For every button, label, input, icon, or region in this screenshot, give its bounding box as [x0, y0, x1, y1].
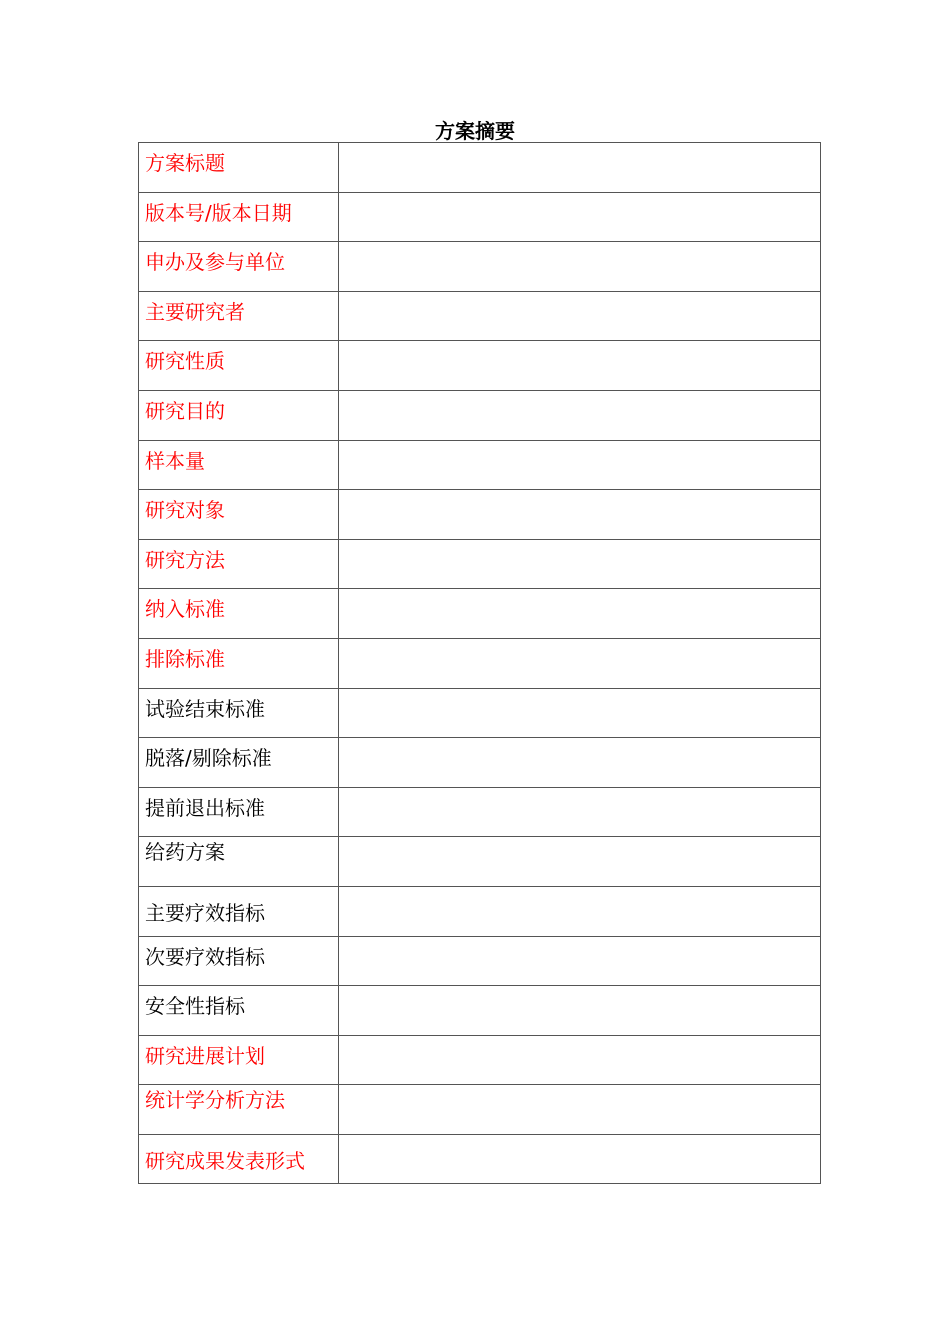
table-row: [139, 1085, 821, 1135]
row-value-publication-form[interactable]: [339, 1134, 821, 1184]
row-label-primary-efficacy: 主要疗效指标: [139, 886, 339, 936]
row-label-safety-indicators: 安全性指标: [139, 986, 339, 1036]
row-value-study-objective[interactable]: [339, 390, 821, 440]
row-value-sponsor[interactable]: [339, 242, 821, 292]
row-value-protocol-title[interactable]: [339, 143, 821, 193]
row-label-sponsor: 申办及参与单位: [139, 242, 339, 292]
table-row: [139, 1134, 821, 1184]
row-value-sample-size[interactable]: [339, 440, 821, 490]
table-row: [139, 986, 821, 1036]
table-row: [139, 539, 821, 589]
row-label-study-method: 研究方法: [139, 539, 339, 589]
row-label-protocol-title: 方案标题: [139, 143, 339, 193]
row-label-early-withdrawal-criteria: 提前退出标准: [139, 787, 339, 837]
row-value-study-nature[interactable]: [339, 341, 821, 391]
table-row: [139, 490, 821, 540]
row-label-progress-plan: 研究进展计划: [139, 1035, 339, 1085]
table-row: [139, 1035, 821, 1085]
table-row: [139, 390, 821, 440]
row-value-study-subjects[interactable]: [339, 490, 821, 540]
row-value-dropout-criteria[interactable]: [339, 738, 821, 788]
row-value-study-method[interactable]: [339, 539, 821, 589]
row-value-inclusion-criteria[interactable]: [339, 589, 821, 639]
row-value-statistical-methods[interactable]: [339, 1085, 821, 1135]
row-value-progress-plan[interactable]: [339, 1035, 821, 1085]
row-label-principal-investigator: 主要研究者: [139, 291, 339, 341]
row-label-dosing-regimen: 给药方案: [139, 837, 339, 887]
table-row: [139, 291, 821, 341]
table-row: [139, 143, 821, 193]
row-label-trial-end-criteria: 试验结束标准: [139, 688, 339, 738]
row-label-study-subjects: 研究对象: [139, 490, 339, 540]
table-row: [139, 738, 821, 788]
row-label-study-nature: 研究性质: [139, 341, 339, 391]
table-row: [139, 936, 821, 986]
row-value-early-withdrawal-criteria[interactable]: [339, 787, 821, 837]
row-value-version[interactable]: [339, 192, 821, 242]
row-label-version: 版本号/版本日期: [139, 192, 339, 242]
table-row: [139, 837, 821, 887]
row-value-dosing-regimen[interactable]: [339, 837, 821, 887]
row-label-statistical-methods: 统计学分析方法: [139, 1085, 339, 1135]
table-row: [139, 886, 821, 936]
row-value-trial-end-criteria[interactable]: [339, 688, 821, 738]
row-value-safety-indicators[interactable]: [339, 986, 821, 1036]
protocol-summary-table: [138, 142, 821, 1184]
table-row: [139, 787, 821, 837]
row-value-secondary-efficacy[interactable]: [339, 936, 821, 986]
row-label-dropout-criteria: 脱落/剔除标准: [139, 738, 339, 788]
table-row: [139, 638, 821, 688]
row-value-principal-investigator[interactable]: [339, 291, 821, 341]
table-row: [139, 192, 821, 242]
row-label-publication-form: 研究成果发表形式: [139, 1134, 339, 1184]
page-title: 方案摘要: [435, 119, 515, 143]
table-row: [139, 688, 821, 738]
table-row: [139, 589, 821, 639]
table-row: [139, 341, 821, 391]
table-row: [139, 242, 821, 292]
row-label-secondary-efficacy: 次要疗效指标: [139, 936, 339, 986]
row-label-sample-size: 样本量: [139, 440, 339, 490]
row-value-primary-efficacy[interactable]: [339, 886, 821, 936]
table-row: [139, 440, 821, 490]
row-value-exclusion-criteria[interactable]: [339, 638, 821, 688]
row-label-study-objective: 研究目的: [139, 390, 339, 440]
row-label-inclusion-criteria: 纳入标准: [139, 589, 339, 639]
row-label-exclusion-criteria: 排除标准: [139, 638, 339, 688]
